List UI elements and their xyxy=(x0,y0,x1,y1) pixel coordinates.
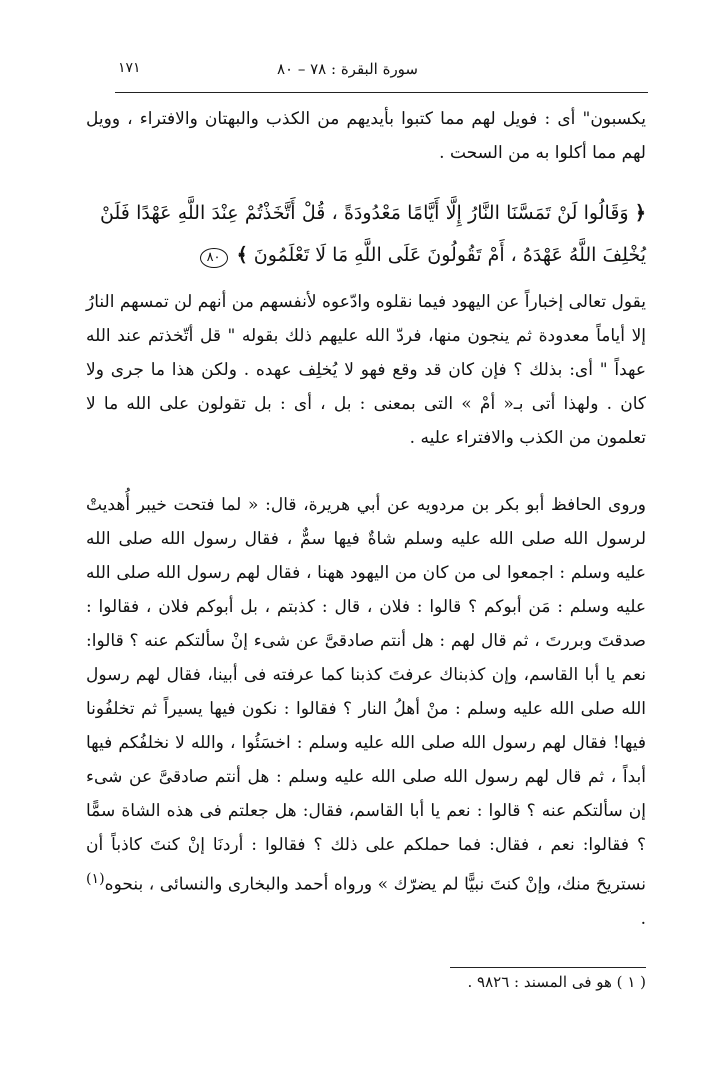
verse-text: وَقَالُوا لَنْ تَمَسَّنَا النَّارُ إِلَّا أَيَّامًا مَعْدُودَةً ، قُلْ أَتَّخَذْتُمْ عِنْدَ اللَّهِ عَهْدًا فَلَنْ يُخْلِفَ اللَّهُ عَهْدَهُ ، أَمْ تَقُولُونَ عَلَى اللَّهِ مَا لَا تَعْلَمُونَ xyxy=(100,202,646,266)
footnote-divider xyxy=(450,967,646,968)
verse-number: ٨٠ xyxy=(200,248,228,268)
header-divider xyxy=(115,92,648,93)
hadith-paragraph xyxy=(86,488,646,936)
hadith-end: . xyxy=(640,908,646,929)
footnote: ( ١ ) هو فى المسند : ٩٨٢٦ . xyxy=(467,973,646,991)
intro-paragraph: يكسبون" أى : فويل لهم مما كتبوا بأيديهم من الكذب والبهتان والافتراء ، وويل لهم مما أكلوا به من السحت . xyxy=(86,109,646,163)
footnote-marker: (١) xyxy=(86,871,105,887)
hadith-text: وروى الحافظ أبو بكر بن مردويه عن أبي هريرة، قال: « لما فتحت خيبر أُهديتْ لرسول الله صلى الله عليه وسلم شاةٌ فيها سمٌّ ، فقال رسول الله صلى الله عليه وسلم : اجمعوا لى من كان من اليهود ههنا ، فقال لهم رسول الله صلى الله عليه وسلم : مَن أبوكم ؟ قالوا : فلان ، قال : كذبتم ، بل أبوكم فلان ، فقالوا : صدقتَ وبررتَ ، ثم قال لهم : هل أنتم صادقىَّ عن شىء إنْ سألتكم عنه ؟ قالوا: نعم يا أبا القاسم، وإن كذبناك عرفتَ كذبنا كما عرفته فى أبينا، فقال لهم رسول الله صلى الله عليه وسلم : منْ أهلُ النار ؟ فقالوا : نكون فيها يسيراً ثم تخلفُونا فيها! فقال لهم رسول الله صلى الله عليه وسلم : اخسَئُوا ، والله لا نخلفُكم فيها أبداً ، ثم قال لهم رسول الله صلى الله عليه وسلم : هل أنتم صادقىَّ عن شىء إن سألتكم عنه ؟ قالوا : نعم يا أبا القاسم، فقال: هل جعلتم فى هذه الشاة سمًّا ؟ فقالوا: نعم ، فقال: فما حملكم على ذلك ؟ فقالوا : أردنَا إنْ كنتَ كاذباً أن نستريحَ منك، وإنْ كنتَ نبيًّا لم يضرّك » ورواه أحمد والبخارى والنسائى ، بنحوه xyxy=(86,495,646,895)
page-number: ١٧١ xyxy=(118,60,141,76)
quran-verse xyxy=(100,192,646,276)
verse-open-ornament: ﴿ xyxy=(634,202,646,224)
surah-title: سورة البقرة : ٧٨ – ٨٠ xyxy=(276,60,418,78)
verse-close-ornament: ﴾ xyxy=(236,244,248,266)
running-header xyxy=(118,60,648,84)
tafsir-paragraph: يقول تعالى إخباراً عن اليهود فيما نقلوه وادّعوه لأنفسهم من أنهم لن تمسهم النارُ إلا أياماً معدودة ثم ينجون منها، فردّ الله عليهم ذلك بقوله " قل أتّخذتم عند الله عهداً " أى: بذلك ؟ فإن كان قد وقع فهو لا يُخلِف عهده . ولكن هذا ما جرى ولا كان . ولهذا أتى بـ« أمْ » التى بمعنى : بل ، أى : بل تقولون على الله ما لا تعلمون من الكذب والافتراء عليه . xyxy=(86,292,646,448)
